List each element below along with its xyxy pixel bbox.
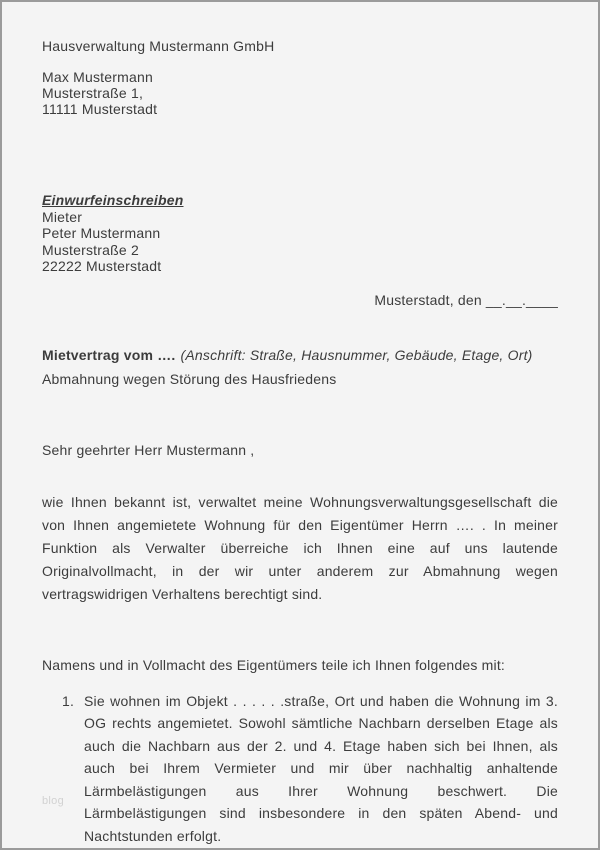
subject-line-2: Abmahnung wegen Störung des Hausfriedens — [42, 370, 337, 387]
sender-address — [42, 69, 558, 117]
numbered-list — [42, 690, 558, 848]
recipient-city: 22222 Musterstadt — [42, 258, 162, 274]
subject-block — [42, 343, 558, 391]
list-item-text: Sie wohnen im Objekt . . . . . .straße, Ort und haben die Wohnung im 3. OG rechts angemietet. Sowohl sämtliche Nachbarn derselben Etage als auch die Nachbarn aus der 2. und 4. Etage haben sich bei Ihnen, als auch bei Ihrem Vermieter und mir über nachhaltig anhaltende Lärmbelästigungen aus Ihrer Wohnung beschwert. Die Lärmbelästigungen sind insbesondere in den späten Abend- und Nachtstunden erfolgt. — [84, 692, 558, 844]
subject-line-1 — [42, 343, 558, 367]
sender-name: Max Mustermann — [42, 69, 153, 85]
subject-reference: Mietvertrag vom …. — [42, 346, 176, 363]
delivery-method: Einwurfeinschreiben — [42, 192, 184, 208]
subject-address-hint: (Anschrift: Straße, Hausnummer, Gebäude, Etage, Ort) — [180, 346, 533, 363]
watermark-text: blog — [42, 795, 64, 807]
sender-street: Musterstraße 1, — [42, 85, 144, 101]
sender-city: 11111 Musterstadt — [42, 101, 158, 117]
list-item — [42, 690, 558, 848]
sender-block — [42, 38, 558, 117]
paragraph-announcement: Namens und in Vollmacht des Eigentümers teile ich Ihnen folgendes mit: — [42, 656, 506, 673]
recipient-street: Musterstraße 2 — [42, 241, 139, 258]
greeting: Sehr geehrter Herr Mustermann , — [42, 441, 255, 458]
date-line: Musterstadt, den __.__.____ — [374, 291, 558, 308]
paragraph-intro: wie Ihnen bekannt ist, verwaltet meine Wohnungsverwaltungsgesellschaft die von Ihnen angemietete Wohnung für den Eigentümer Herrn …. . In meiner Funktion als Verwalter überreiche ich Ihnen eine auf uns lautende Originalvollmacht, in der wir unter anderem zur Abmahnung wegen vertragswidrigen Verhaltens berechtigt sind. — [42, 493, 558, 602]
recipient-role: Mieter — [42, 208, 83, 225]
list-item-number: 1. — [62, 692, 75, 709]
recipient-name: Peter Mustermann — [42, 225, 161, 241]
sender-company: Hausverwaltung Mustermann GmbH — [42, 38, 275, 54]
recipient-block — [42, 192, 558, 275]
